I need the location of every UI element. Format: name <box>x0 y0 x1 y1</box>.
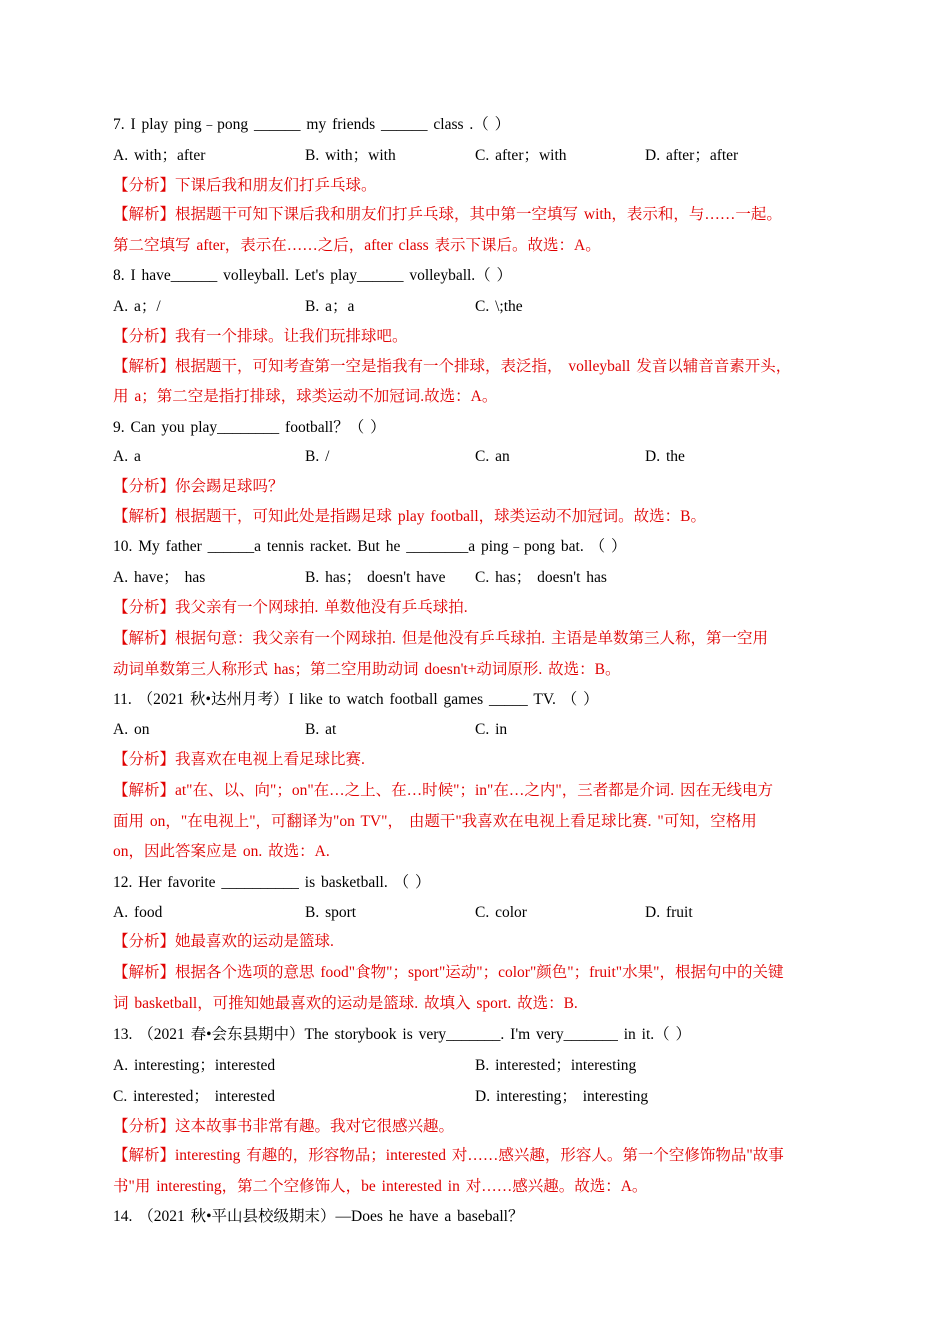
option-c: C. an <box>475 448 510 465</box>
question-9-analysis: 【分析】你会踢足球吗？ <box>113 478 284 495</box>
option-b: B. sport <box>305 904 357 921</box>
question-7-stem: 7. I play ping﹣pong ______ my friends ______ class .（ ） <box>113 116 511 133</box>
option-a: A. a；/ <box>113 298 161 315</box>
question-11-stem: 11. （2021 秋•达州月考）I like to watch football games _____ TV. （ ） <box>113 691 599 708</box>
question-12-stem: 12. Her favorite __________ is basketball. （ ） <box>113 874 431 891</box>
question-14-stem: 14. （2021 秋•平山县校级期末）—Does he have a baseball？ <box>113 1208 524 1225</box>
question-10-analysis: 【分析】我父亲有一个网球拍. 单数他没有乒乓球拍. <box>113 599 468 616</box>
option-c: C. has； doesn't has <box>475 569 607 586</box>
option-d: D. after；after <box>645 147 739 164</box>
option-a: A. have； has <box>113 569 206 586</box>
question-8-stem: 8. I have______ volleyball. Let's play______ volleyball.（ ） <box>113 267 513 284</box>
option-a: A. on <box>113 721 150 738</box>
question-10-stem: 10. My father ______a tennis racket. But he ________a ping﹣pong bat. （ ） <box>113 538 627 555</box>
question-12-analysis: 【分析】她最喜欢的运动是篮球. <box>113 933 334 950</box>
question-11-explanation-line-3: on，因此答案应是 on. 故选：A. <box>113 843 330 860</box>
question-7-analysis: 【分析】下课后我和朋友们打乒乓球。 <box>113 177 377 194</box>
question-11-explanation-line-2: 面用 on，"在电视上"，可翻译为"on TV"， 由题干"我喜欢在电视上看足球比赛. "可知，空格用 <box>113 813 757 830</box>
question-13-explanation-line-1: 【解析】interesting 有趣的，形容物品；interested 对……感兴趣，形容人。第一个空修饰物品"故事 <box>113 1147 784 1164</box>
question-13-analysis: 【分析】这本故事书非常有趣。我对它很感兴趣。 <box>113 1118 455 1135</box>
option-b: B. a；a <box>305 298 355 315</box>
question-7-explanation-line-2: 第二空填写 after，表示在……之后，after class 表示下课后。故选：A。 <box>113 237 601 254</box>
option-a: A. a <box>113 448 141 465</box>
option-c: C. after；with <box>475 147 567 164</box>
question-12-explanation-line-1: 【解析】根据各个选项的意思 food"食物"；sport"运动"；color"颜色"；fruit"水果"，根据句中的关键 <box>113 964 784 981</box>
option-c: C. in <box>475 721 508 738</box>
question-8-explanation-line-1: 【解析】根据题干，可知考查第一空是指我有一个排球，表泛指， volleyball 发音以辅音音素开头， <box>113 358 792 375</box>
question-11-analysis: 【分析】我喜欢在电视上看足球比赛. <box>113 751 365 768</box>
option-b: B. at <box>305 721 337 738</box>
question-8-analysis: 【分析】我有一个排球。让我们玩排球吧。 <box>113 328 408 345</box>
option-b: B. interested；interesting <box>475 1057 637 1074</box>
question-11-explanation-line-1: 【解析】at"在、以、向"；on"在…之上、在…时候"；in"在…之内"，三者都是介词. 因在无线电方 <box>113 782 773 799</box>
question-13-explanation-line-2: 书"用 interesting，第二个空修饰人，be interested in 对……感兴趣。故选：A。 <box>113 1178 648 1195</box>
option-c: C. color <box>475 904 527 921</box>
option-c: C. interested； interested <box>113 1088 275 1105</box>
question-12-explanation-line-2: 词 basketball，可推知她最喜欢的运动是篮球. 故填入 sport. 故选：B. <box>113 995 578 1012</box>
option-a: A. interesting；interested <box>113 1057 276 1074</box>
question-7-explanation-line-1: 【解析】根据题干可知下课后我和朋友们打乒乓球，其中第一空填写 with，表示和，与……一起。 <box>113 206 782 223</box>
option-d: D. interesting； interesting <box>475 1088 649 1105</box>
option-b: B. has； doesn't have <box>305 569 446 586</box>
option-a: A. food <box>113 904 163 921</box>
question-10-explanation-line-2: 动词单数第三人称形式 has；第二空用助动词 doesn't+动词原形. 故选：B。 <box>113 661 621 678</box>
option-b: B. with；with <box>305 147 396 164</box>
option-c: C. \;the <box>475 298 523 315</box>
question-8-explanation-line-2: 用 a；第二空是指打排球，球类运动不加冠词.故选：A。 <box>113 388 498 405</box>
option-b: B. / <box>305 448 330 465</box>
question-13-stem: 13. （2021 春•会东县期中）The storybook is very_______. I'm very_______ in it.（ ） <box>113 1026 692 1043</box>
option-a: A. with；after <box>113 147 206 164</box>
question-9-explanation-line-1: 【解析】根据题干，可知此处是指踢足球 play football，球类运动不加冠词。故选：B。 <box>113 508 706 525</box>
option-d: D. fruit <box>645 904 693 921</box>
question-9-stem: 9. Can you play________ football？（ ） <box>113 419 386 436</box>
option-d: D. the <box>645 448 685 465</box>
question-10-explanation-line-1: 【解析】根据句意：我父亲有一个网球拍. 但是他没有乒乓球拍. 主语是单数第三人称，第一空用 <box>113 630 769 647</box>
